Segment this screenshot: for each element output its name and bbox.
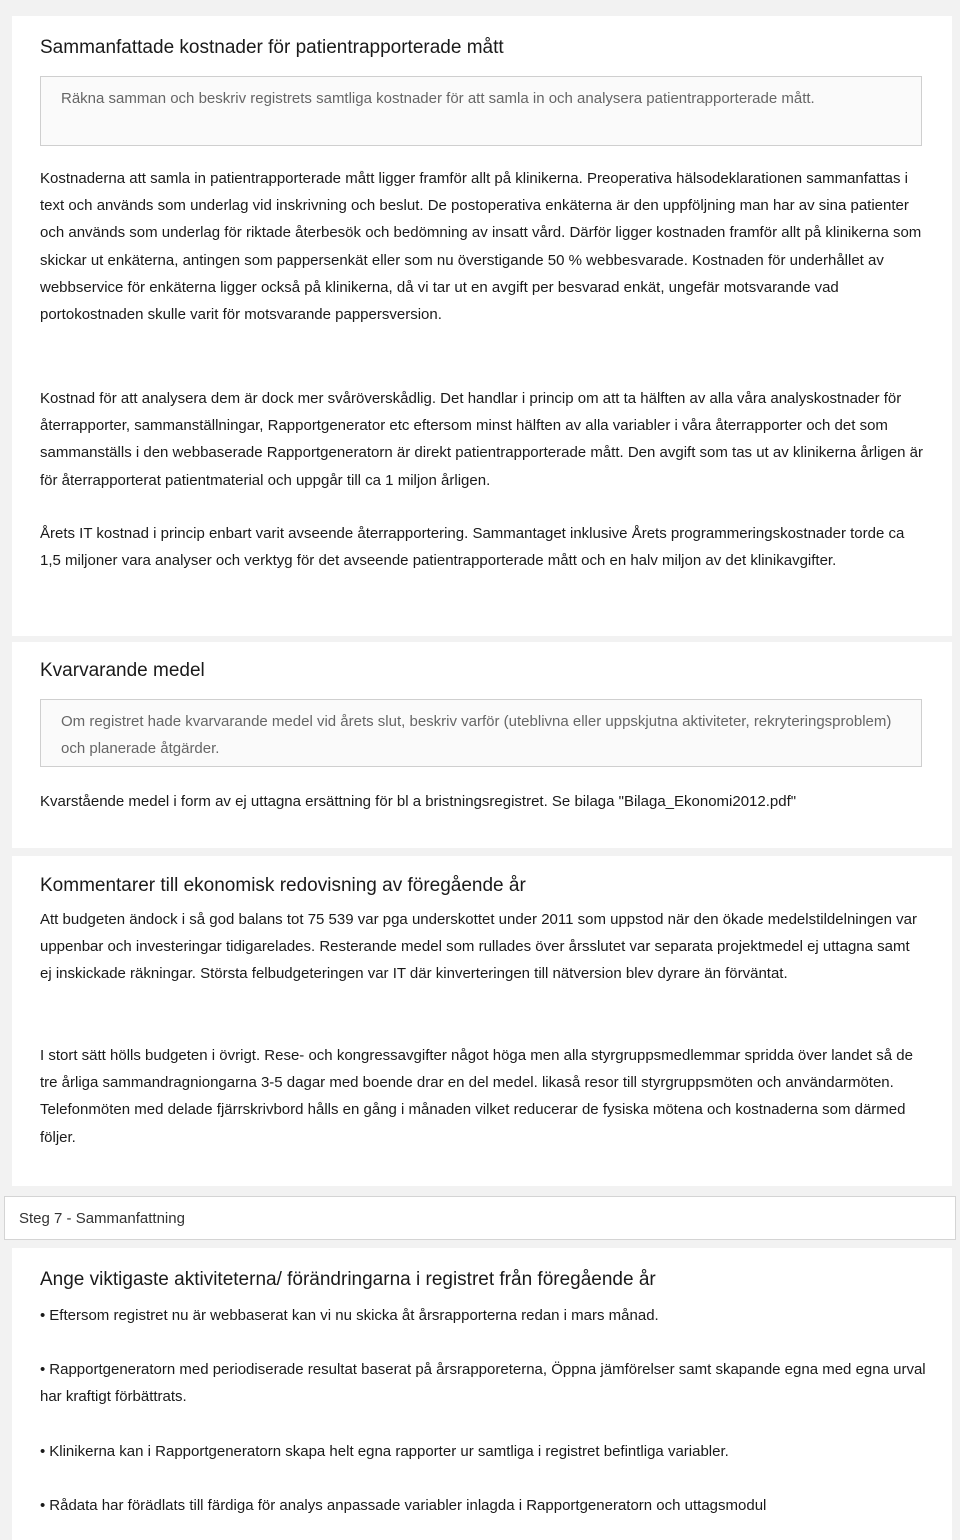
section-title: Kvarvarande medel: [40, 660, 205, 681]
list-item-text: Rapportgeneratorn med periodiserade resultat baserat på årsrapporeterna, Öppna jämförelser samt skapande egna med egna urval har kraftigt förbättrats.: [40, 1361, 926, 1406]
costs-section: [12, 16, 952, 636]
paragraph: Kostnad för att analysera dem är dock mer svåröverskådlig. Det handlar i princip om att ta hälften av alla våra analyskostnader för återrapporter, sammanställningar, Rapportgenerator etc eftersom minst hälften av alla variabler i våra återrapporter och det som sammanställs i den webbaserade Rapportgeneratorn är direkt patientrapporterade mått. Den avgift som tas ut av klinikerna årligen är för återrapporterat patientmaterial och uppgår till ca 1 miljon årligen.: [40, 390, 923, 489]
paragraph: I stort sätt hölls budgeten i övrigt. Rese- och kongressavgifter något höga men alla styrgruppsmedlemmar spridda över landet så de tre årliga sammandragniongarna 3-5 dagar med boende drar en del medel. likaså resor till styrgruppsmöten och användarmöten. Telefonmöten med delade fjärrskrivbord hålls en gång i månaden vilket reducerar de fysiska mötena och kostnaderna som därmed följer.: [40, 1047, 913, 1146]
section-title: Kommentarer till ekonomisk redovisning av föregående år: [40, 875, 526, 896]
description-box: Räkna samman och beskriv registrets samtliga kostnader för att samla in och analysera patientrapporterade mått.: [40, 76, 922, 146]
list-item: [40, 1356, 930, 1410]
bullet-icon: •: [40, 1497, 46, 1514]
bullet-icon: •: [40, 1443, 46, 1460]
paragraph: Att budgeten ändock i så god balans tot 75 539 var pga underskottet under 2011 som uppstod när den ökade medelstildelningen var uppenbar och investeringar tidigarelades. Resterande medel som rullades över årsslutet var separata projektmedel ej uttagna samt ej inskickade räkningar. Största felbudgeteringen var IT där kinverteringen till nätversion blev dyrare än förväntat.: [40, 911, 917, 983]
remaining-funds-section: [12, 642, 952, 848]
comments-section: [12, 856, 952, 1186]
paragraph: Kostnaderna att samla in patientrapporterade mått ligger framför allt på klinikerna. Preoperativa hälsodeklarationen sammanfattas i text och används som underlag vid inskrivning och beslut. De postoperativa enkäterna är den uppföljning man har av sina patienter och används som underlag för riktade återbesök och bedömning av insatt vård. Därför ligger kostnaden framför allt på klinikerna som skickar ut enkäterna, antingen som pappersenkät eller som nu överstigande 50 % webbesvarade. Kostnaden för underhållet av webbservice för enkäterna ligger också på klinikerna, då vi tar ut en avgift per besvarad enkät, ungefär motsvarande vad portokostnaden skulle varit för motsvarande pappersversion.: [40, 170, 922, 324]
bullet-icon: •: [40, 1307, 46, 1324]
activities-section: [12, 1248, 952, 1540]
paragraph: Årets IT kostnad i princip enbart varit avseende återrapportering. Sammantaget inklusive Årets programmeringskostnader torde ca 1,5 miljoner vara analyser och verktyg för det avseende patientrapporterade mått och en halv miljon av det klinikavgifter.: [40, 525, 905, 570]
list-item-text: Rådata har förädlats till färdiga för analys anpassade variabler inlagda i Rapportgeneratorn och uttagsmodul: [49, 1497, 767, 1514]
bullet-icon: •: [40, 1361, 46, 1378]
list-item-text: Klinikerna kan i Rapportgeneratorn skapa helt egna rapporter ur samtliga i registret befintliga variabler.: [49, 1443, 729, 1460]
description-box: Om registret hade kvarvarande medel vid årets slut, beskriv varför (uteblivna eller uppskjutna aktiviteter, rekryteringsproblem) och planerade åtgärder.: [40, 699, 922, 767]
list-item: [40, 1438, 930, 1465]
list-item: [40, 1302, 930, 1329]
list-item-text: Eftersom registret nu är webbaserat kan vi nu skicka åt årsrapporterna redan i mars månad.: [49, 1307, 659, 1324]
paragraph: Kvarstående medel i form av ej uttagna ersättning för bl a bristningsregistret. Se bilaga "Bilaga_Ekonomi2012.pdf": [40, 793, 797, 810]
section-title: Sammanfattade kostnader för patientrapporterade mått: [40, 37, 504, 58]
section-title: Ange viktigaste aktiviteterna/ förändringarna i registret från föregående år: [40, 1269, 656, 1290]
step-label: Steg 7 - Sammanfattning: [19, 1210, 185, 1227]
list-item: [40, 1492, 930, 1519]
step-header: [4, 1196, 956, 1240]
